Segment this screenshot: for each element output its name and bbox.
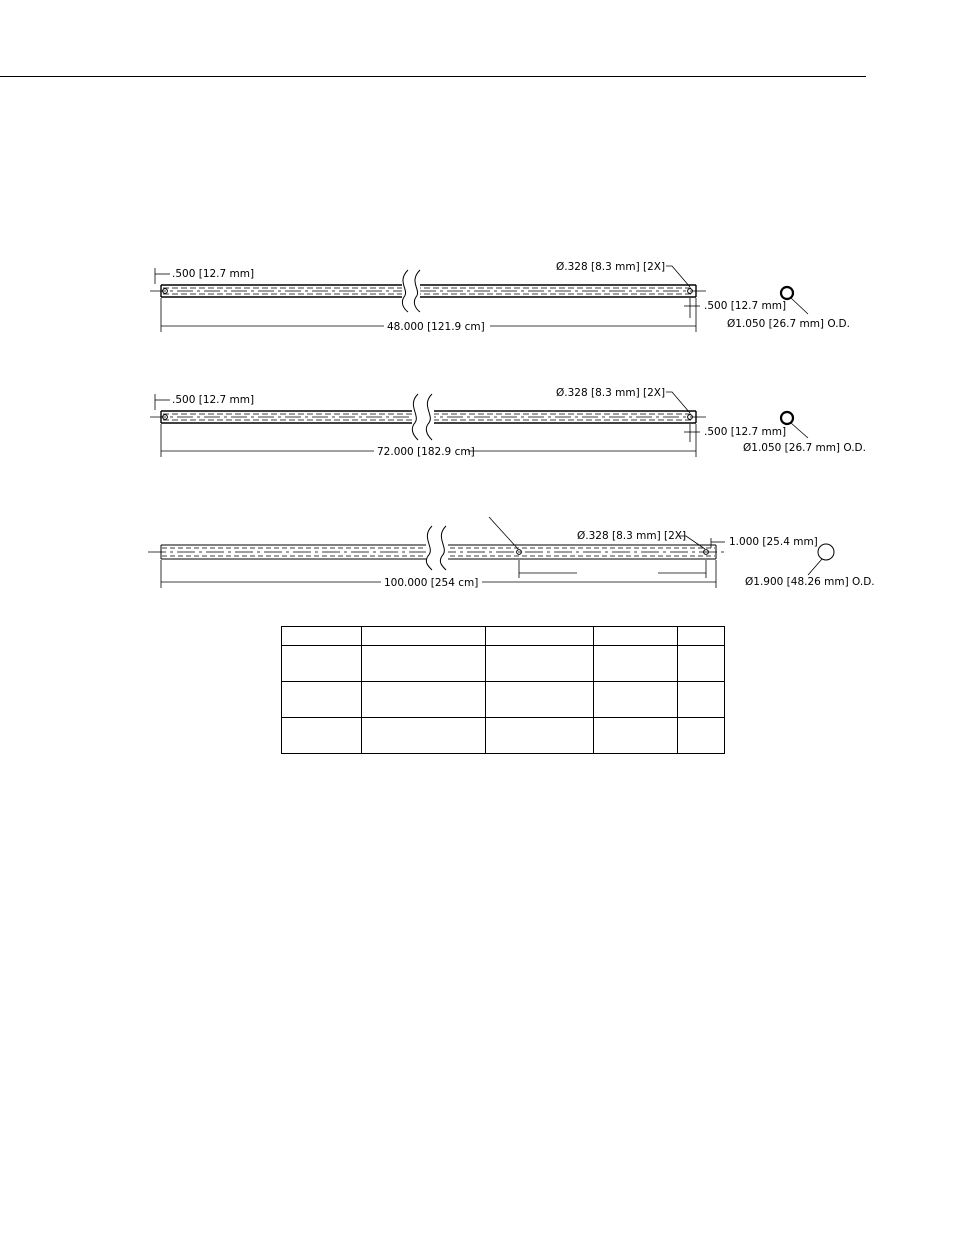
tube-48-end-offset-right-label: .500 [12.7 mm] bbox=[704, 300, 787, 312]
table-cell bbox=[486, 627, 594, 646]
tube-48-drawing bbox=[150, 261, 850, 333]
table-row bbox=[282, 718, 725, 754]
tube-100-od-label: Ø1.900 [48.26 mm] O.D. bbox=[745, 576, 875, 588]
table-cell bbox=[486, 682, 594, 718]
table-cell bbox=[282, 646, 362, 682]
tube-100-end-offset-label: 1.000 [25.4 mm] bbox=[729, 536, 818, 548]
table-cell bbox=[362, 627, 486, 646]
table-cell bbox=[486, 718, 594, 754]
tube-100-drawing bbox=[148, 517, 875, 589]
table-row bbox=[282, 682, 725, 718]
tube-72-drawing bbox=[150, 387, 866, 458]
table-cell bbox=[594, 718, 678, 754]
tube-48-hole-label: Ø.328 [8.3 mm] [2X] bbox=[556, 261, 666, 273]
tube-72-section-circle bbox=[781, 412, 793, 424]
tube-48-section-circle bbox=[781, 287, 793, 299]
tube-72-od-leader bbox=[791, 423, 808, 438]
tube-72-length-label: 72.000 [182.9 cm] bbox=[377, 446, 475, 458]
table-cell bbox=[362, 646, 486, 682]
tube-48-length-label: 48.000 [121.9 cm] bbox=[387, 321, 485, 333]
table-cell bbox=[362, 682, 486, 718]
spec-table bbox=[281, 626, 725, 754]
tube-72-end-offset-right-label: .500 [12.7 mm] bbox=[704, 426, 787, 438]
table-row bbox=[282, 646, 725, 682]
tube-100-hole-label: Ø.328 [8.3 mm] [2X] bbox=[577, 530, 687, 542]
table-cell bbox=[282, 627, 362, 646]
tube-48-hole-leader bbox=[666, 266, 690, 287]
tube-100-upper-leader bbox=[489, 517, 518, 549]
table-cell bbox=[594, 627, 678, 646]
tube-100-length-label: 100.000 [254 cm] bbox=[384, 577, 479, 589]
tube-48-od-leader bbox=[791, 298, 808, 314]
table-cell bbox=[678, 718, 725, 754]
tube-100-od-leader bbox=[808, 559, 822, 575]
table-cell bbox=[486, 646, 594, 682]
table-cell bbox=[282, 682, 362, 718]
table-cell bbox=[362, 718, 486, 754]
tube-100-section-circle bbox=[818, 544, 834, 560]
tube-48-od-label: Ø1.050 [26.7 mm] O.D. bbox=[727, 318, 850, 330]
table-cell bbox=[678, 627, 725, 646]
table-cell bbox=[678, 682, 725, 718]
table-cell bbox=[594, 646, 678, 682]
tube-72-hole-leader bbox=[666, 392, 690, 413]
table-cell bbox=[594, 682, 678, 718]
tube-48-end-offset-label: .500 [12.7 mm] bbox=[172, 268, 255, 280]
table-row bbox=[282, 627, 725, 646]
tube-72-hole-label: Ø.328 [8.3 mm] [2X] bbox=[556, 387, 666, 399]
tube-72-od-label: Ø1.050 [26.7 mm] O.D. bbox=[743, 442, 866, 454]
tube-72-end-offset-label: .500 [12.7 mm] bbox=[172, 394, 255, 406]
table-cell bbox=[282, 718, 362, 754]
table-cell bbox=[678, 646, 725, 682]
